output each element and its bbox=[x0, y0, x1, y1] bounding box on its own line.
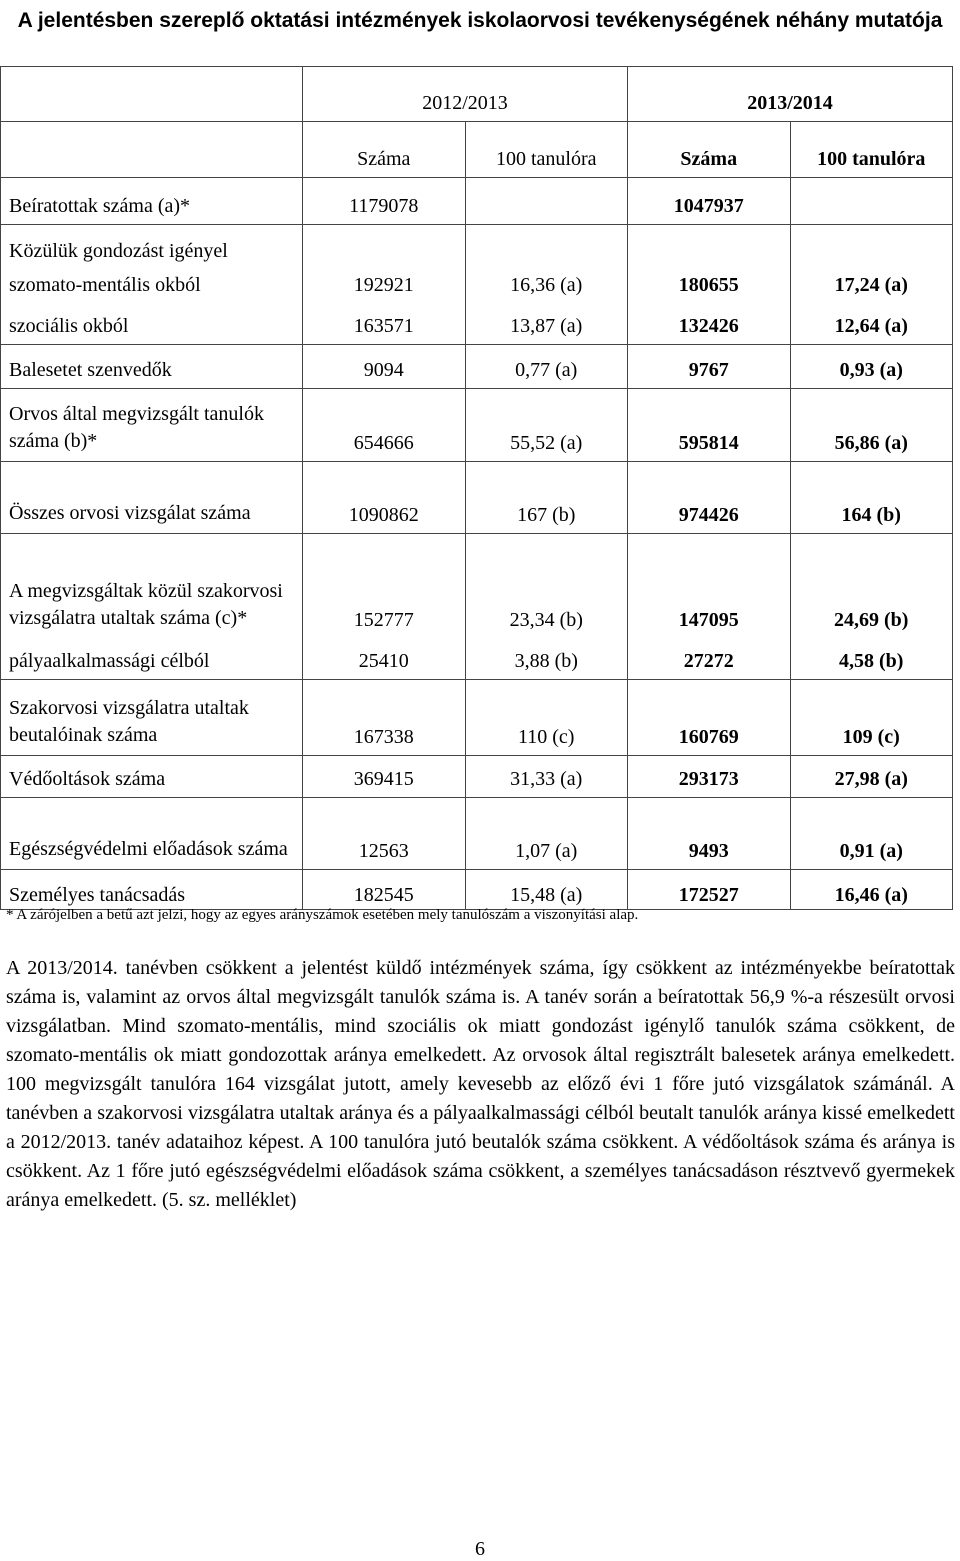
cell-100-2013: 164 (b) bbox=[790, 462, 953, 534]
table-row bbox=[1, 345, 953, 389]
row-label: A megvizsgáltak közül szakorvosi vizsgálatra utaltak száma (c)* bbox=[1, 534, 303, 638]
cell-100-2012: 15,48 (a) bbox=[465, 870, 628, 910]
row-label: Közülük gondozást igényel bbox=[1, 225, 303, 263]
cell-szama-2012: 182545 bbox=[303, 870, 466, 910]
header-100-2013: 100 tanulóra bbox=[790, 122, 953, 178]
cell-100-2012: 0,77 (a) bbox=[465, 345, 628, 389]
header-szama-2013: Száma bbox=[628, 122, 791, 178]
cell-szama-2013: 27272 bbox=[628, 638, 791, 680]
cell-100-2013: 16,46 (a) bbox=[790, 870, 953, 910]
table-row bbox=[1, 303, 953, 345]
table-row bbox=[1, 178, 953, 225]
row-label: Beíratottak száma (a)* bbox=[1, 178, 303, 225]
cell-szama-2013: 293173 bbox=[628, 756, 791, 798]
cell-100-2013: 0,93 (a) bbox=[790, 345, 953, 389]
column-header-row bbox=[1, 122, 953, 178]
row-label: szomato-mentális okból bbox=[1, 263, 303, 303]
cell-100-2012: 23,34 (b) bbox=[465, 534, 628, 638]
cell-100-2012: 1,07 (a) bbox=[465, 798, 628, 870]
table-row bbox=[1, 638, 953, 680]
cell-szama-2013: 160769 bbox=[628, 680, 791, 756]
year-header-row bbox=[1, 67, 953, 122]
cell-100-2013: 12,64 (a) bbox=[790, 303, 953, 345]
cell-100-2012: 167 (b) bbox=[465, 462, 628, 534]
cell-szama-2012: 192921 bbox=[303, 263, 466, 303]
cell-100-2013 bbox=[790, 178, 953, 225]
cell-szama-2012: 369415 bbox=[303, 756, 466, 798]
cell-100-2012 bbox=[465, 178, 628, 225]
row-label: Balesetet szenvedők bbox=[1, 345, 303, 389]
header-100-2012: 100 tanulóra bbox=[465, 122, 628, 178]
cell-szama-2012: 1179078 bbox=[303, 178, 466, 225]
row-label: Szakorvosi vizsgálatra utaltak beutalóinak száma bbox=[1, 680, 303, 756]
table-row bbox=[1, 680, 953, 756]
cell-szama-2012: 152777 bbox=[303, 534, 466, 638]
cell-100-2013: 0,91 (a) bbox=[790, 798, 953, 870]
cell-szama-2013: 9493 bbox=[628, 798, 791, 870]
cell-100-2013 bbox=[790, 225, 953, 263]
cell-100-2013: 17,24 (a) bbox=[790, 263, 953, 303]
row-label: Orvos által megvizsgált tanulók száma (b)* bbox=[1, 389, 303, 462]
cell-szama-2013: 132426 bbox=[628, 303, 791, 345]
year-2013-2014: 2013/2014 bbox=[628, 67, 953, 122]
page-title: A jelentésben szereplő oktatási intézmények iskolaorvosi tevékenységének néhány mutatója bbox=[17, 9, 943, 32]
row-label: Védőoltások száma bbox=[1, 756, 303, 798]
cell-szama-2012: 167338 bbox=[303, 680, 466, 756]
cell-szama-2013 bbox=[628, 225, 791, 263]
cell-100-2012 bbox=[465, 225, 628, 263]
table-row bbox=[1, 756, 953, 798]
table-row bbox=[1, 389, 953, 462]
cell-100-2012: 3,88 (b) bbox=[465, 638, 628, 680]
table-row bbox=[1, 225, 953, 263]
cell-szama-2012: 163571 bbox=[303, 303, 466, 345]
stats-table bbox=[0, 66, 953, 910]
cell-100-2012: 55,52 (a) bbox=[465, 389, 628, 462]
cell-szama-2013: 595814 bbox=[628, 389, 791, 462]
row-label: pályaalkalmassági célból bbox=[1, 638, 303, 680]
cell-100-2013: 27,98 (a) bbox=[790, 756, 953, 798]
table-row bbox=[1, 798, 953, 870]
cell-szama-2012: 9094 bbox=[303, 345, 466, 389]
body-paragraph: A 2013/2014. tanévben csökkent a jelentést küldő intézmények száma, így csökkent az intézményekbe beíratottak száma is, valamint az orvos által megvizsgált tanulók száma is. A tanév során a beíratottak 56,9 %-a részesült orvosi vizsgálatban. Mind szomato-mentális, mind szociális ok miatt gondozást igénylő tanulók száma csökkent, de szomato-mentális ok miatt gondozottak aránya emelkedett. Az orvosok által regisztrált balesetek aránya emelkedett. 100 megvizsgált tanulóra 164 vizsgálat jutott, amely kevesebb az előző évi 1 főre jutó vizsgálatok számánál. A tanévben a szakorvosi vizsgálatra utaltak aránya és a pályaalkalmassági célból beutalt tanulók aránya kissé emelkedett a 2012/2013. tanév adataihoz képest. A 100 tanulóra jutó beutalók száma csökkent. A védőoltások száma és aránya is csökkent. Az 1 főre jutó egészségvédelmi előadások száma csökkent, a személyes tanácsadáson résztvevő gyermekek aránya emelkedett. (5. sz. melléklet) bbox=[6, 957, 955, 1211]
table-footnote: * A zárójelben a betű azt jelzi, hogy az egyes arányszámok esetében mely tanulószám a viszonyítási alap. bbox=[6, 907, 639, 923]
cell-szama-2013: 147095 bbox=[628, 534, 791, 638]
cell-100-2012: 13,87 (a) bbox=[465, 303, 628, 345]
cell-szama-2012 bbox=[303, 225, 466, 263]
cell-szama-2012: 1090862 bbox=[303, 462, 466, 534]
table-row bbox=[1, 263, 953, 303]
cell-szama-2013: 180655 bbox=[628, 263, 791, 303]
row-label: szociális okból bbox=[1, 303, 303, 345]
cell-100-2013: 56,86 (a) bbox=[790, 389, 953, 462]
cell-szama-2013: 1047937 bbox=[628, 178, 791, 225]
row-label: Személyes tanácsadás bbox=[1, 870, 303, 910]
row-label: Egészségvédelmi előadások száma bbox=[1, 798, 303, 870]
header-szama-2012: Száma bbox=[303, 122, 466, 178]
table-row bbox=[1, 534, 953, 638]
cell-szama-2012: 12563 bbox=[303, 798, 466, 870]
page-number: 6 bbox=[475, 1538, 485, 1560]
cell-100-2013: 109 (c) bbox=[790, 680, 953, 756]
header-label-cell bbox=[1, 122, 303, 178]
cell-szama-2013: 974426 bbox=[628, 462, 791, 534]
table-row bbox=[1, 870, 953, 910]
cell-100-2013: 24,69 (b) bbox=[790, 534, 953, 638]
cell-szama-2013: 172527 bbox=[628, 870, 791, 910]
header-empty-cell bbox=[1, 67, 303, 122]
table-row bbox=[1, 462, 953, 534]
cell-szama-2013: 9767 bbox=[628, 345, 791, 389]
cell-100-2012: 110 (c) bbox=[465, 680, 628, 756]
cell-szama-2012: 25410 bbox=[303, 638, 466, 680]
cell-szama-2012: 654666 bbox=[303, 389, 466, 462]
cell-100-2013: 4,58 (b) bbox=[790, 638, 953, 680]
year-2012-2013: 2012/2013 bbox=[303, 67, 628, 122]
row-label: Összes orvosi vizsgálat száma bbox=[1, 462, 303, 534]
cell-100-2012: 16,36 (a) bbox=[465, 263, 628, 303]
cell-100-2012: 31,33 (a) bbox=[465, 756, 628, 798]
